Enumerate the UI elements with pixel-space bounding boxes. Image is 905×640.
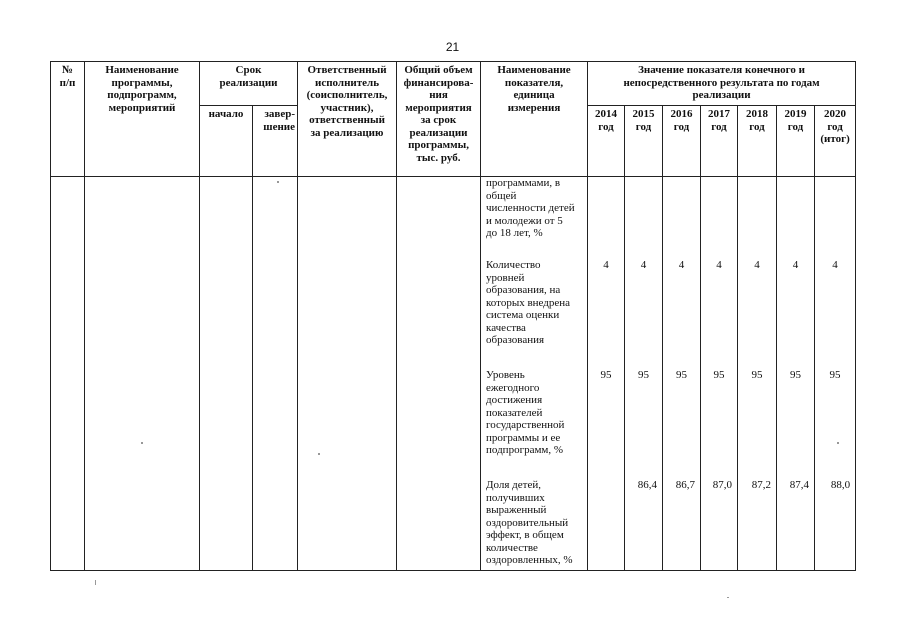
value-cell: 4: [640, 259, 647, 271]
header-values: Значение показателя конечного и непосредственного результата по годам реализации: [588, 62, 856, 106]
cell-term-end: [253, 177, 298, 571]
header-year-2015: 2015 год: [625, 106, 663, 177]
value-cell: 95: [676, 369, 688, 381]
value-cell: 4: [754, 259, 760, 271]
value-cell: 87,2: [751, 479, 772, 491]
header-year-2016: 2016 год: [663, 106, 701, 177]
value-cell: 4: [716, 259, 722, 271]
cell-year-2014: [588, 177, 625, 571]
indicator-text: Уровень ежегодного достижения показателей государственной программы и ее подпрограмм, %: [486, 369, 565, 456]
cell-funding: [397, 177, 481, 571]
value-cell: 88,0: [830, 479, 851, 491]
cell-executor: [298, 177, 397, 571]
scan-artifact: [95, 580, 96, 585]
value-cell: 4: [792, 259, 799, 271]
value-cell: 86,7: [675, 479, 696, 491]
header-year-2017: 2017 год: [701, 106, 738, 177]
value-cell: 87,4: [789, 479, 810, 491]
header-num: № п/п: [51, 62, 85, 177]
header-executor: Ответственный исполнитель (соисполнитель, участник), ответственный за реализацию: [298, 62, 397, 177]
page-number: 21: [445, 40, 460, 54]
value-cell: 95: [638, 369, 650, 381]
indicator-text: Количество уровней образования, на которых внедрена система оценки качества образования: [486, 259, 571, 346]
program-table: [50, 61, 856, 571]
indicator-text: программами, в общей численности детей и молодежи от 5 до 18 лет, %: [486, 177, 575, 239]
cell-term-start: [200, 177, 253, 571]
value-cell: 95: [751, 369, 763, 381]
cell-year-2016: [663, 177, 701, 571]
header-term-start: начало: [200, 106, 253, 177]
table-row: [51, 177, 856, 571]
cell-year-2020: [815, 177, 856, 571]
header-row-1: [51, 62, 856, 106]
header-indicator: Наименование показателя, единица измерения: [481, 62, 588, 177]
value-cell: 95: [600, 369, 612, 381]
cell-program-name: [85, 177, 200, 571]
header-year-2014: 2014 год: [588, 106, 625, 177]
cell-num: [51, 177, 85, 571]
value-cell: 95: [790, 369, 802, 381]
cell-year-2019: [777, 177, 815, 571]
cell-indicator: [481, 177, 588, 571]
cell-year-2018: [738, 177, 777, 571]
cell-year-2015: [625, 177, 663, 571]
header-year-2020: 2020 год (итог): [815, 106, 856, 177]
header-program-name: Наименование программы, подпрограмм, мероприятий: [85, 62, 200, 177]
value-cell: 95: [829, 369, 841, 381]
value-cell: 86,4: [637, 479, 658, 491]
indicator-text: Доля детей, получивших выраженный оздоровительный эффект, в общем количестве оздоровленных, %: [486, 479, 573, 566]
header-funding: Общий объем финансирова- ния мероприятия за срок реализации программы, тыс. руб.: [397, 62, 481, 177]
header-term: Срок реализации: [200, 62, 298, 106]
value-cell: 4: [603, 259, 609, 271]
cell-year-2017: [701, 177, 738, 571]
header-year-2018: 2018 год: [738, 106, 777, 177]
value-cell: 95: [713, 369, 725, 381]
header-term-end: завер- шение: [253, 106, 298, 177]
value-cell: 4: [832, 259, 838, 271]
value-cell: 4: [678, 259, 685, 271]
value-cell: 87,0: [712, 479, 733, 491]
scan-artifact: [727, 597, 729, 598]
header-year-2019: 2019 год: [777, 106, 815, 177]
